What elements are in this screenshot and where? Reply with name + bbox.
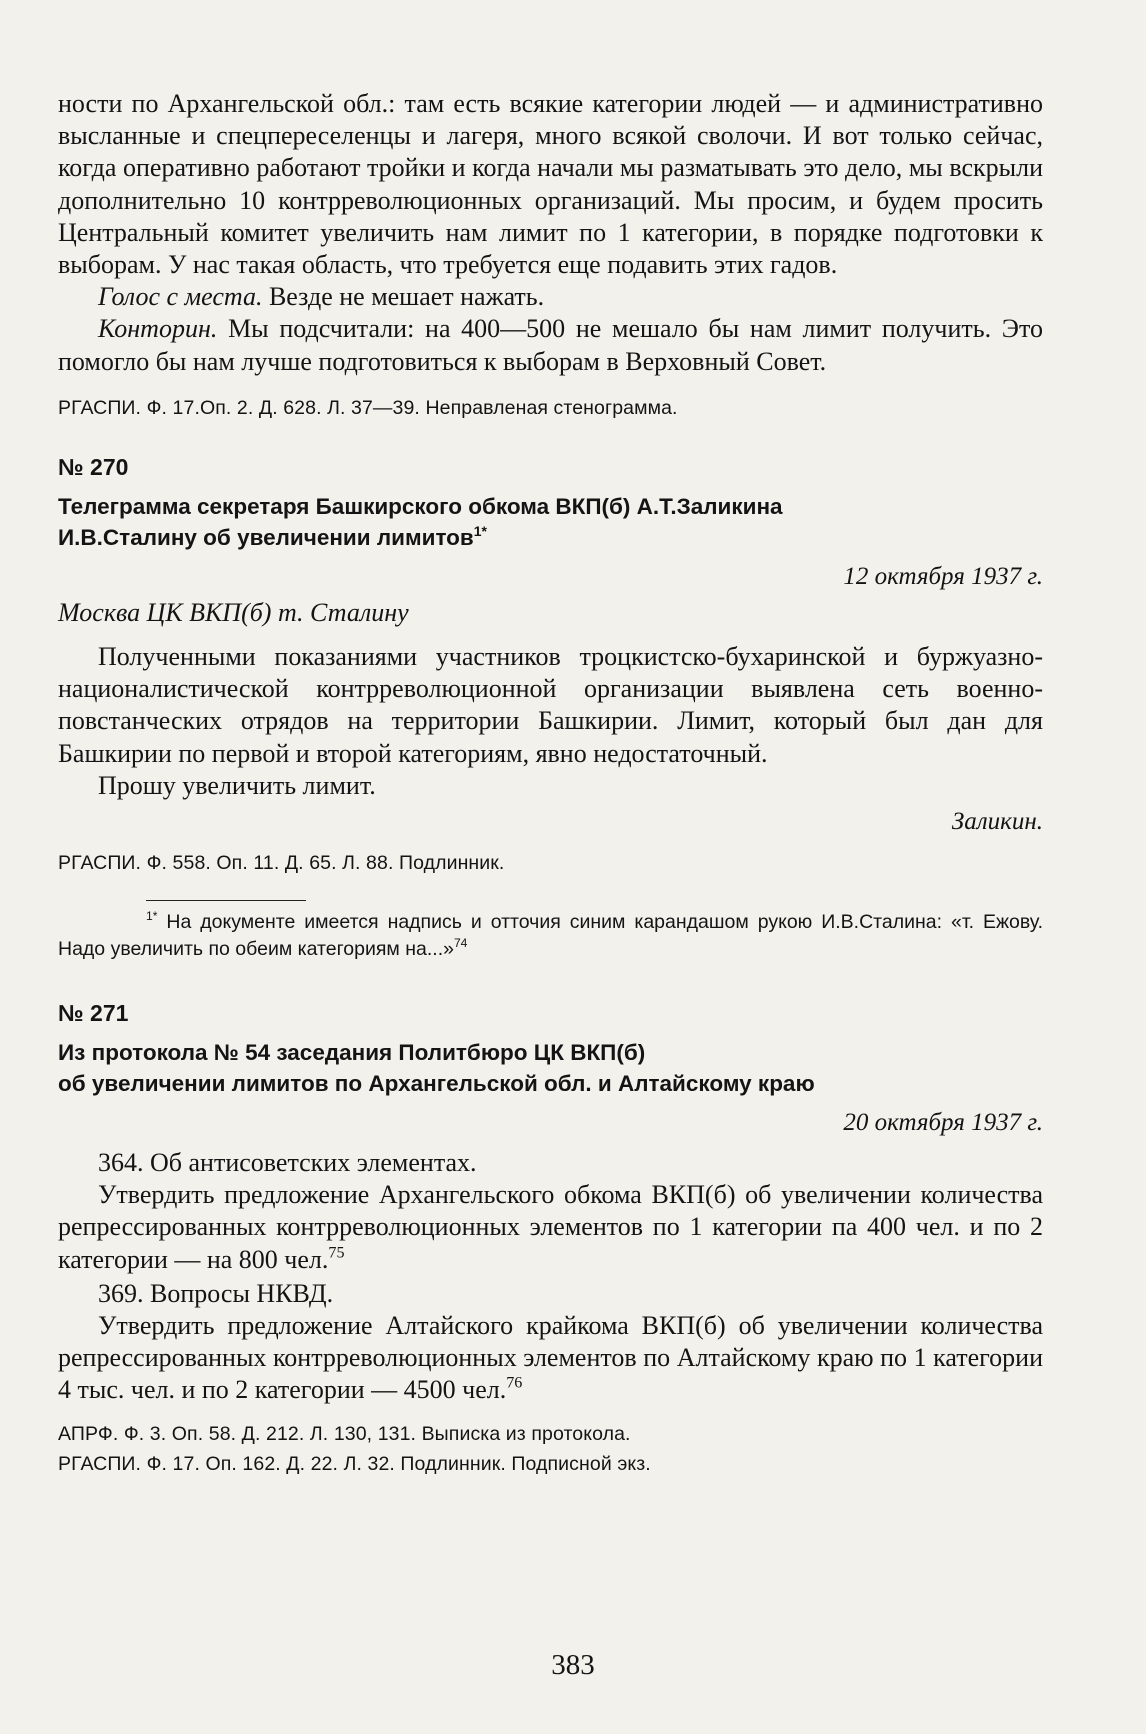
doc271-item2-endnote-ref: 76 — [506, 1375, 523, 1392]
continuation-source: РГАСПИ. Ф. 17.Оп. 2. Д. 628. Л. 37—39. Неправленая стенограмма. — [58, 396, 678, 419]
doc271-item2-text — [58, 1310, 1043, 1407]
footnote-mark: 1* — [146, 909, 158, 924]
reply-speaker: Конторин. — [98, 314, 218, 344]
page-number: 383 — [551, 1649, 595, 1681]
doc271-item2-heading: 369. Вопросы НКВД. — [98, 1278, 334, 1308]
doc270-source: РГАСПИ. Ф. 558. Оп. 11. Д. 65. Л. 88. Подлинник. — [58, 852, 505, 875]
footnote-divider — [146, 900, 306, 901]
footnote-endnote-ref: 74 — [453, 936, 468, 951]
reply-text: Мы подсчитали: на 400—500 не мешало бы нам лимит получить. Это помогло бы нам лучше подготовиться к выборам в Верховный Совет. — [58, 314, 1043, 376]
doc271-item1-text — [58, 1179, 1043, 1276]
doc270-footnote-ref: 1* — [473, 522, 487, 539]
doc270-request: Прошу увеличить лимит. — [98, 770, 376, 800]
doc271-item1-endnote-ref: 75 — [328, 1244, 345, 1262]
reply-paragraph — [58, 313, 1043, 377]
doc271-source1: АПРФ. Ф. 3. Оп. 58. Д. 212. Л. 130, 131. Выписка из протокола. — [58, 1422, 631, 1445]
doc271-number: № 271 — [58, 1000, 129, 1027]
doc270-paragraph: Полученными показаниями участников троцкистско-бухаринской и буржуазно-националистической контрреволюционной организации выявлена сеть военно-повстанческих отрядов на территории Башкирии. Лимит, который был дан для Башкирии по первой и второй категориям, явно недостаточный. — [58, 642, 1043, 768]
doc271-date: 20 октября 1937 г. — [843, 1109, 1043, 1137]
interjection-line — [58, 281, 1043, 313]
doc271-item1-body: Утвердить предложение Архангельского обкома ВКП(б) об увеличении количества репрессированных контрреволюционных элементов по 1 категории па 400 чел. и по 2 категории — на 800 чел. — [58, 1180, 1043, 1274]
doc271-item1-heading: 364. Об антисоветских элементах. — [98, 1148, 477, 1178]
doc270-title-line1: Телеграмма секретаря Башкирского обкома ВКП(б) А.Т.Заликина — [58, 493, 783, 519]
footnote-text: На документе имеется надпись и отточия синим карандашом рукою И.В.Сталина: «т. Ежову. Надо увеличить по обеим категориям на...» — [58, 911, 1043, 961]
doc271-source2: РГАСПИ. Ф. 17. Оп. 162. Д. 22. Л. 32. Подлинник. Подписной экз. — [58, 1452, 651, 1475]
doc270-number: № 270 — [58, 453, 129, 480]
doc270-date: 12 октября 1937 г. — [843, 562, 1043, 590]
interjection-text: Везде не мешает нажать. — [262, 282, 545, 312]
doc270-footnote — [58, 909, 1043, 963]
doc271-title-line1: Из протокола № 54 заседания Политбюро ЦК ВКП(б) — [58, 1040, 646, 1066]
page-content — [58, 88, 1043, 1479]
doc270-title-line2 — [58, 522, 1043, 553]
doc270-signature: Заликин. — [951, 808, 1043, 836]
doc271-item2-body: Утвердить предложение Алтайского крайкома ВКП(б) об увеличении количества репрессированных контрреволюционных элементов по Алтайскому краю по 1 категории 4 тыс. чел. и по 2 категории — 4500 чел. — [58, 1311, 1043, 1405]
doc271-title-line2: об увеличении лимитов по Архангельской обл. и Алтайскому краю — [58, 1071, 815, 1097]
doc270-title-text: И.В.Сталину об увеличении лимитов — [58, 524, 474, 550]
interjection-speaker: Голос с места. — [98, 282, 263, 312]
doc270-address: Москва ЦК ВКП(б) т. Сталину — [58, 597, 409, 627]
continuation-paragraph: ности по Архангельской обл.: там есть всякие категории людей — и административно высланные и спецпереселенцы и лагеря, много всякой сволочи. И вот только сейчас, когда оперативно работают тройки и когда начали мы разматывать это дело, мы вскрыли дополнительно 10 контрреволюционных организаций. Мы просим, и будем просить Центральный комитет увеличить нам лимит по 1 категории, в порядке подготовки к выборам. У нас такая область, что требуется еще подавить этих гадов. — [58, 89, 1043, 280]
